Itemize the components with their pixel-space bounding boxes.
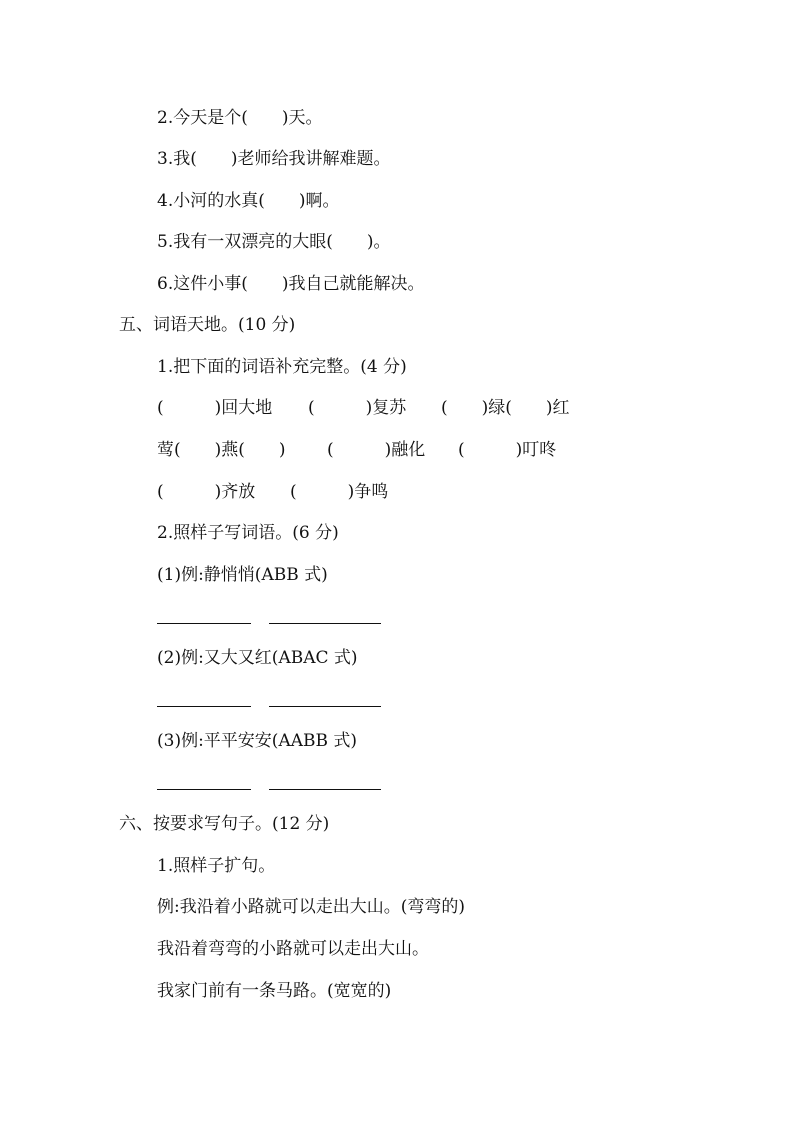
answer-blank [269, 706, 381, 707]
answer-blanks [157, 706, 387, 708]
example-answer: 我沿着弯弯的小路就可以走出大山。 [157, 939, 429, 959]
word-fill-item: ( )争鸣 [290, 482, 389, 502]
question-line: 3.我( )老师给我讲解难题。 [157, 149, 391, 169]
word-fill-item: 莺( )燕( ) [157, 440, 286, 460]
question-title: 2.照样子写词语。(6 分) [157, 523, 339, 543]
word-fill-item: ( )融化 [327, 440, 426, 460]
example-line: 例:我沿着小路就可以走出大山。(弯弯的) [157, 897, 465, 917]
word-fill-row [157, 397, 570, 419]
task-line: 我家门前有一条马路。(宽宽的) [157, 981, 392, 1001]
example-line: (1)例:静悄悄(ABB 式) [157, 565, 328, 585]
question-line: 5.我有一双漂亮的大眼( )。 [157, 232, 391, 252]
answer-blank [157, 623, 251, 624]
word-fill-item: ( )绿( )红 [441, 398, 570, 418]
answer-blank [269, 623, 381, 624]
question-title: 1.把下面的词语补充完整。(4 分) [157, 357, 407, 377]
question-line: 4.小河的水真( )啊。 [157, 191, 340, 211]
word-fill-row [157, 481, 389, 503]
example-line: (2)例:又大又红(ABAC 式) [157, 648, 358, 668]
example-line: (3)例:平平安安(AABB 式) [157, 731, 358, 751]
word-fill-item: ( )回大地 [157, 398, 273, 418]
question-line: 2.今天是个( )天。 [157, 108, 323, 128]
word-fill-item: ( )复苏 [308, 398, 407, 418]
section-heading: 五、词语天地。(10 分) [119, 315, 296, 335]
question-title: 1.照样子扩句。 [157, 856, 276, 876]
answer-blanks [157, 789, 387, 791]
word-fill-row [157, 439, 557, 461]
question-line: 6.这件小事( )我自己就能解决。 [157, 274, 425, 294]
word-fill-item: ( )齐放 [157, 482, 256, 502]
section-heading: 六、按要求写句子。(12 分) [119, 814, 330, 834]
answer-blank [157, 706, 251, 707]
answer-blank [157, 789, 251, 790]
answer-blanks [157, 623, 387, 625]
answer-blank [269, 789, 381, 790]
word-fill-item: ( )叮咚 [458, 440, 557, 460]
